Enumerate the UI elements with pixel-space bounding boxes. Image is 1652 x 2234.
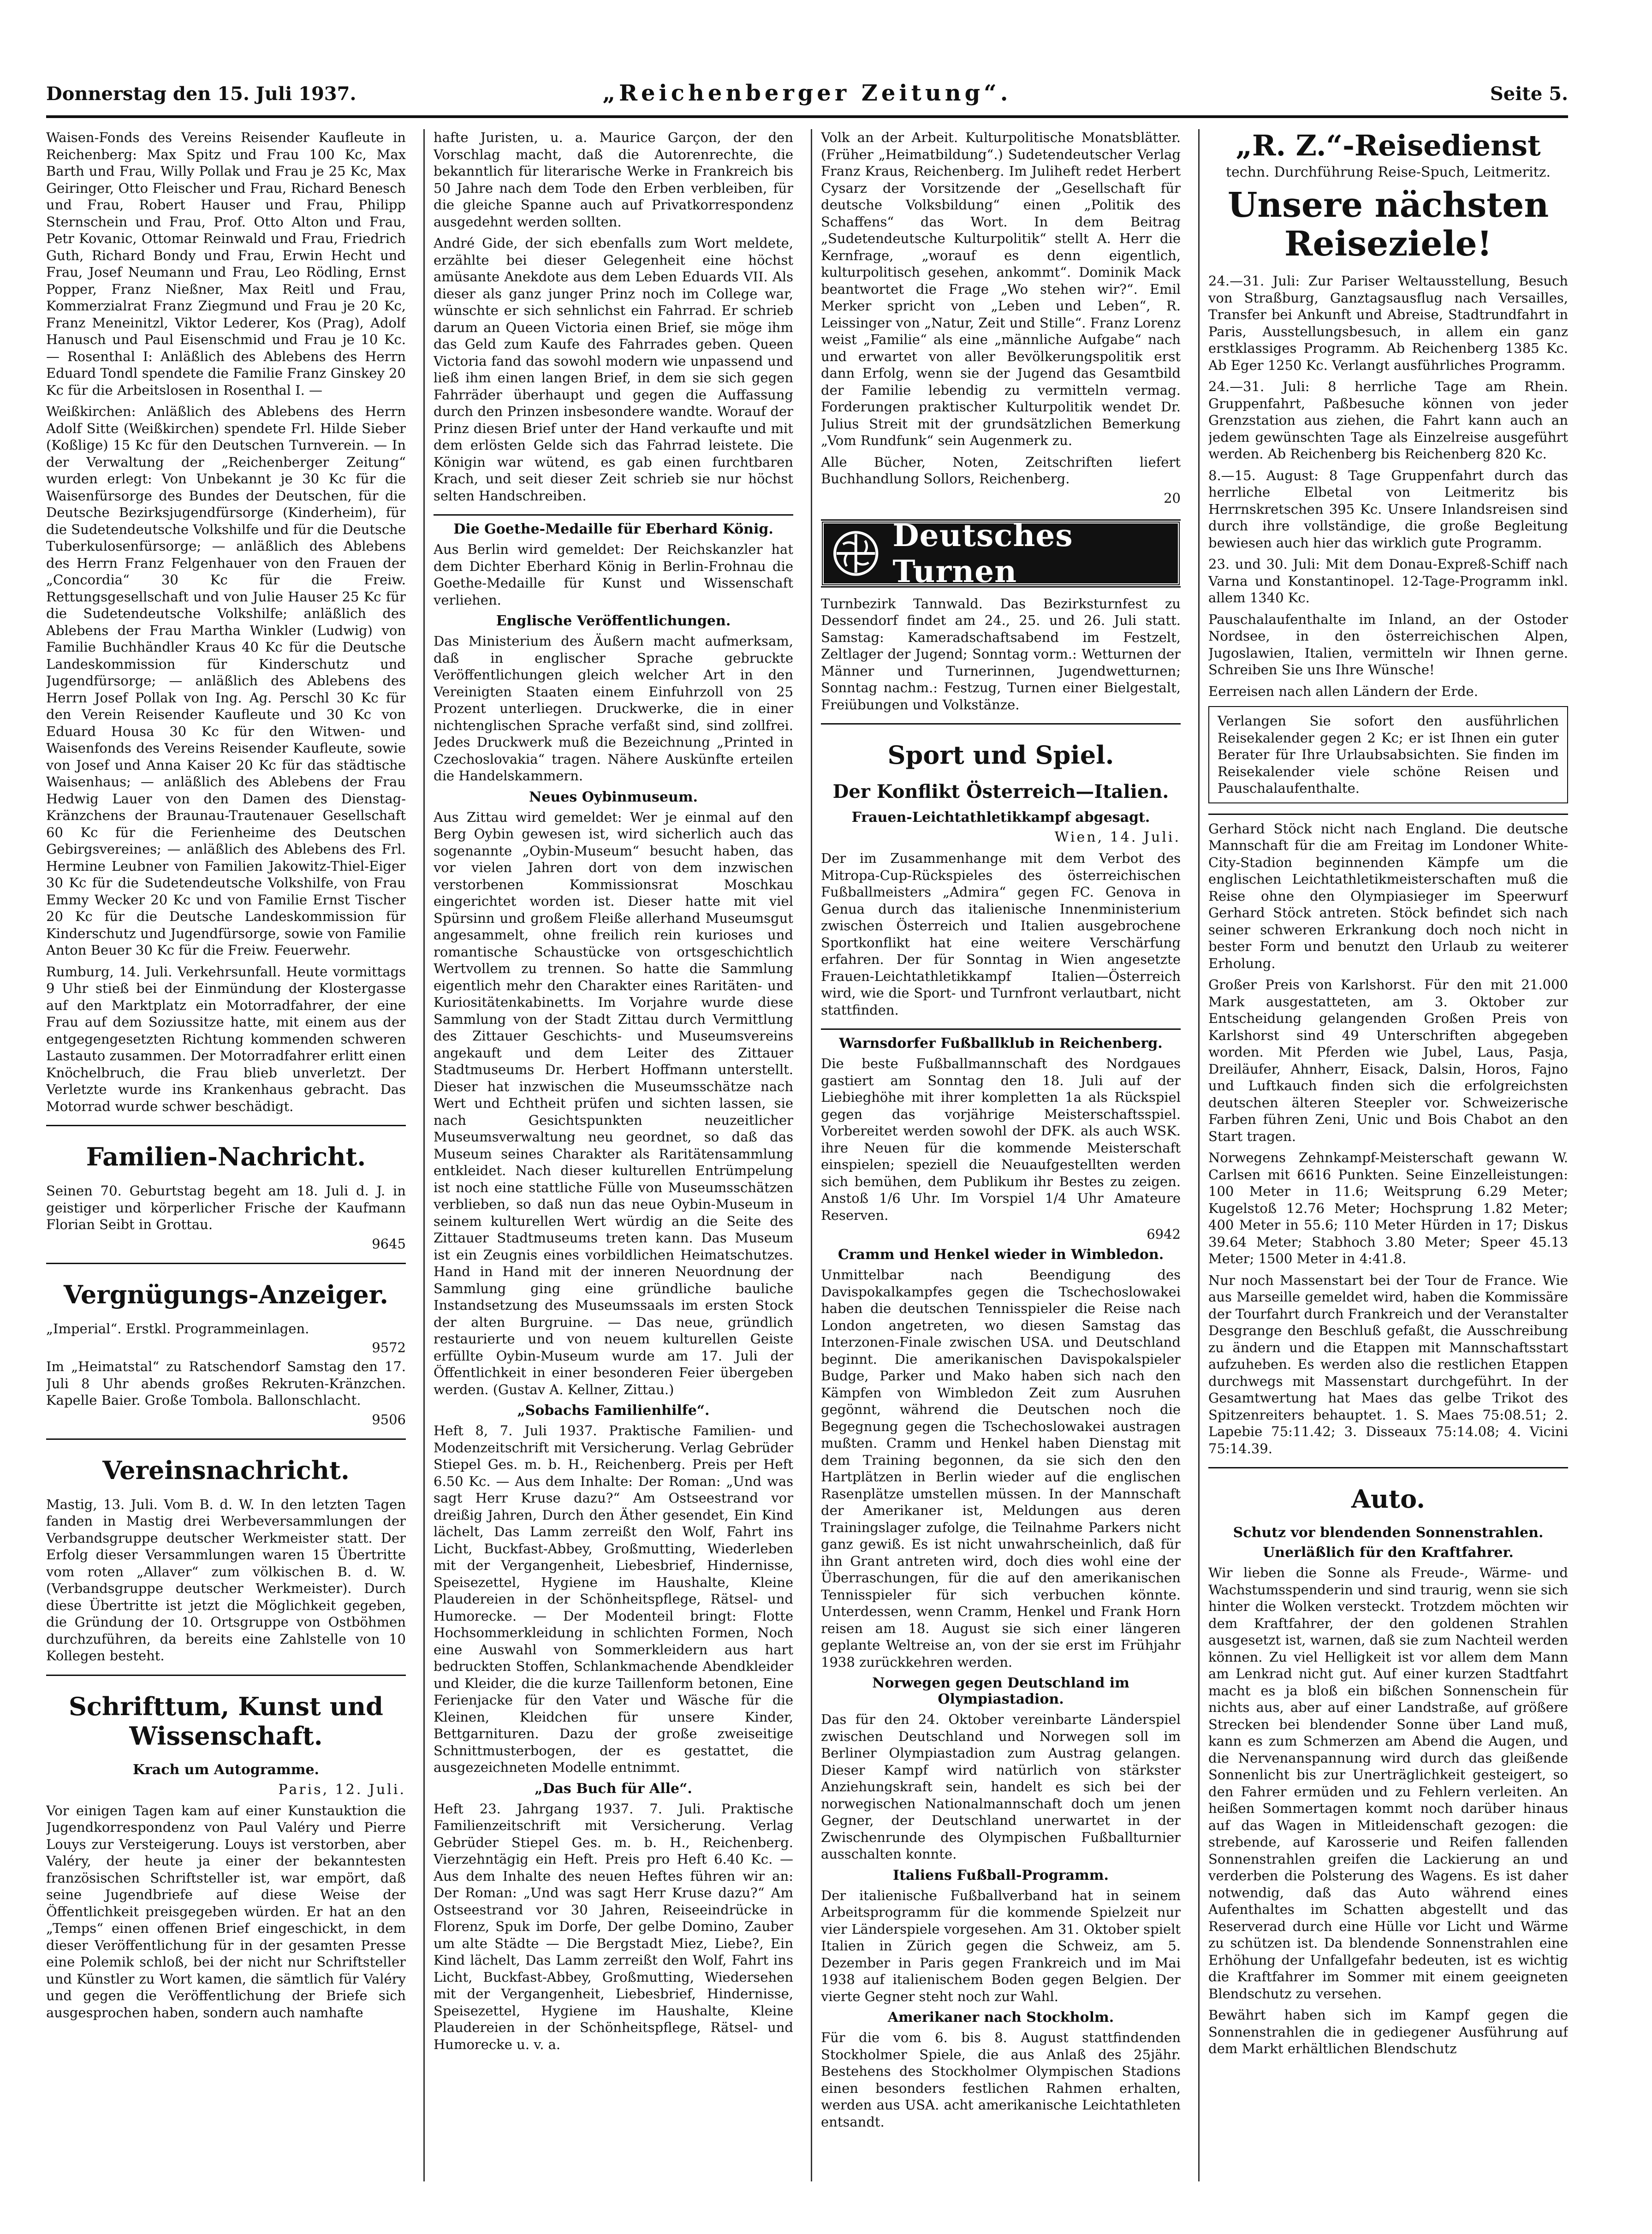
section-divider (434, 514, 793, 516)
ad-number-line (46, 1411, 406, 1428)
travel-item: 24.—31. Juli: Zur Pariser Weltausstellung, Besuch von Straßburg, Ganztagsausflug nach Versailles, Transfer bei Ankunft und Abreise, Stadtrundfahrt in Paris, Ausstellungsbesuch, in allem ein ganz erstklassiges Programm. Ab Reichenberg 1385 Kc. Ab Eger 1250 Kc. Verlangt ausführliches Programm. (1208, 273, 1568, 373)
travel-item: Pauschalaufenthalte im Inland, an der Ostoder Nordsee, in den österreichischen Alpen, Jugoslawien, Italien, vermitteln wir Ihnen gerne. Schreiben Sie uns Ihre Wünsche! (1208, 611, 1568, 677)
section-heading: Sport und Spiel. (887, 740, 1114, 770)
article-text: Großer Preis von Karlshorst. Für den mit 21.000 Mark ausgestatteten, am 3. Oktober zur Entscheidung gelangenden Großen Preis von Karlshorst sind 49 Unterschriften abgegeben worden. Mit Pferden wie Jubel, Laus, Pasja, Dreiläufer, Ahnherr, Eisack, Dalsin, Horos, Fajno und Luftkauch finden sich die erfolgreichsten deutschen älteren Steepler vor. Schweizerische Farben führen Zeni, Unic und Bois Chabot an den Start tragen. (1208, 977, 1568, 1144)
dateline: Wien, 14. Juli. (1054, 829, 1181, 845)
section-divider (46, 1125, 406, 1126)
article-heading: Warnsdorfer Fußballklub in Reichenberg. (839, 1035, 1163, 1052)
section-heading: Auto. (1351, 1484, 1425, 1514)
article-heading: Die Goethe-Medaille für Eberhard König. (453, 521, 773, 537)
travel-item: 24.—31. Juli: 8 herrliche Tage am Rhein. Gruppenfahrt, Paßbesuche können von jeder Grenzstation aus ziehen, die Fahrt kann auch an jedem gewünschten Tage als Einzelreise ausgeführt werden. Ab Reichenberg bis Reichenberg 820 Kc. (1208, 379, 1568, 462)
header-page-number: Seite 5. (1490, 83, 1568, 105)
article-text: „Imperial“. Erstkl. Programmeinlagen. (46, 1320, 309, 1337)
newspaper-page (46, 78, 1568, 2181)
section-divider (46, 1263, 406, 1264)
article-heading: Neues Oybinmuseum. (529, 789, 698, 805)
section-divider (1208, 1467, 1568, 1468)
section-divider (821, 1028, 1181, 1030)
article-text: Heft 23. Jahrgang 1937. 7. Juli. Praktische Familienzeitschrift mit Versicherung. Verlag Gebrüder Stiepel Ges. m. b. H., Reichenberg. Vierzehntägig ein Heft. Preis pro Heft 6.40 Kc. — Aus dem Inhalte des neuen Heftes führen wir an: Der Roman: „Und was sagt Herr Kruse dazu?“ Am Ostseestrand vor 30 Jahren, Reiseeindrücke in Florenz, Spuk im Dorfe, Der gelbe Domino, Zauber um alte Städte — Die Bergstadt Miez, Liebe?, Ein Kind lächelt, Das Lamm zerreißt den Wolf, Fahrt ins Licht, Buckfast-Abbey, Großmutting, Wiedersehen mit der Vergangenheit, Liebesbrief, Hindernisse, Speisezettel, Hygiene im Haushalte, Kleine Plaudereien in der Schönheitspflege, Rätsel- und Humorecke u. v. a. (434, 1800, 793, 2052)
article-heading: Amerikaner nach Stockholm. (887, 2009, 1114, 2026)
ad-number: 9506 (372, 1411, 406, 1427)
article-subheading: Unerläßlich für den Kraftfahrer. (1263, 1545, 1514, 1561)
section-heading: Vereinsnachricht. (102, 1455, 350, 1485)
ad-number: 9572 (372, 1340, 406, 1355)
article-heading: Englische Veröffentlichungen. (496, 613, 731, 629)
column-3 (821, 129, 1181, 2181)
column-2 (434, 129, 793, 2181)
section-divider (46, 1675, 406, 1676)
article-heading: Der Konflikt Österreich—Italien. (832, 781, 1169, 802)
header-title: „Reichenberger Zeitung“. (602, 80, 1012, 106)
article-text: Gerhard Stöck nicht nach England. Die deutsche Mannschaft für die am Freitag im Londoner White-City-Stadion beginnenden Kämpfe um die englischen Leichtathletikmeisterschaften muß die Reise ohne den Olympiasieger im Speerwurf Gerhard Stöck antreten. Stöck befindet sich nach seiner schweren Erkrankung doch noch nicht in bester Form und benutzt den Urlaub zu weiterer Erholung. (1208, 820, 1568, 971)
banner-label: Deutsches Turnen (892, 517, 1073, 589)
column-rule (811, 129, 812, 2181)
article-text: Aus Zittau wird gemeldet: Wer je einmal auf den Berg Oybin gewesen ist, wird sicherlich auch das sogenannte „Oybin-Museum“ besucht haben, das vor vielen Jahren dort von dem inzwischen verstorbenen Kommissionsrat Moschkau eingerichtet worden ist. Dieser hatte mit viel Spürsinn und großem Fleiße allerhand Museumsgut angesammelt, ohne freilich rein kurioses und romantische Schaustücke von ortsgeschichtlich Wertvollem zu trennen. So hatte die Sammlung eigentlich mehr den Charakter eines Raritäten- und Kuriositätenkabinetts. Im Vorjahre wurde diese Sammlung von der Stadt Zittau durch Vermittlung des Zittauer Geschichts- und Museumsvereins angekauft und dem Leiter des Zittauer Stadtmuseums Dr. Herbert Hoffmann unterstellt. Dieser hat inzwischen die Museumsschätze nach Wert und Echtheit prüfen und sichten lassen, sie nach Gesichtspunkten neuzeitlicher Museumsverwaltung neu geordnet, so daß das Museum seines Charakter als Raritätensammlung entkleidet. Nach dieser kulturellen Entrümpelung ist noch eine stattliche Fülle von Museumsschätzen verblieben, so daß nun das neue Oybin-Museum in seinem kulturellen Wert würdig an die Seite des Zittauer Stadtmuseums treten kann. Das Museum ist ein Zeugnis eines vorbildlichen Heimatschutzes. Hand in Hand mit der inneren Neuordnung der Sammlung ging eine gründliche bauliche Instandsetzung des Museumssaals im ersten Stock der alten Burgruine. — Das neue, gründlich restaurierte und von neuem kulturellen Geiste erfüllte Oybin-Museum wurde am 17. Juli der Öffentlichkeit in einer besonderen Feier übergeben werden. (Gustav A. Kellner, Zittau.) (434, 809, 793, 1397)
article-heading: „Sobachs Familienhilfe“. (517, 1402, 710, 1419)
ad-number-line (46, 1339, 406, 1356)
article-text: Der italienische Fußballverband hat in seinem Arbeitsprogramm für die kommende Spielzeit nur vier Länderspiele vorgesehen. Am 31. Oktober spielt Italien in Zürich gegen die Schweiz, am 5. Dezember in Paris gegen Frankreich und im Mai 1938 auf italienischem Boden gegen Belgien. Der vierte Gegner steht noch zur Wahl. (821, 1887, 1181, 2004)
ad-number: 20 (1164, 490, 1181, 506)
article-text: hafte Juristen, u. a. Maurice Garçon, der den Vorschlag macht, daß die Autorenrechte, die bekanntlich für literarische Werke in Frankreich bis 50 Jahre nach dem Tode den Erben verbleiben, für die gleiche Spanne auch auf Privatkorrespondenz ausgedehnt werden sollten. (434, 130, 793, 230)
article-subheading: Krach um Autogramme. (132, 1761, 320, 1778)
travel-item: 23. und 30. Juli: Mit dem Donau-Expreß-Schiff nach Varna und Konstantinopel. 12-Tage-Programm inkl. allem 1340 Kc. (1208, 556, 1568, 606)
travel-destinations-heading: Unsere nächsten Reiseziele! (1227, 185, 1549, 264)
article-text: Für die vom 6. bis 8. August stattfindenden Stockholmer Spiele, die aus Anlaß des 25jähr. Bestehens des Stockholmer Olympischen Stadions einen besonders festlichen Rahmen erhalten, werden aus USA. acht amerikanische Leichtathleten entsandt. (821, 2030, 1181, 2130)
article-text: Turnbezirk Tannwald. Das Bezirksturnfest zu Dessendorf findet am 24., 25. und 26. Juli statt. Samstag: Kameradschaftsabend im Festzelt, Zeltlager der Jugend; Sonntag vorm.: Wetturnen der Männer und Turnerinnen, Jugendwetturnen; Sonntag nachm.: Festzug, Turnen einer Bielgestalt, Freiübungen und Volkstänze. (821, 595, 1181, 713)
article-text: Das Ministerium des Äußern macht aufmerksam, daß in englischer Sprache gebruckte Veröffentlichungen gleich welcher Art in den Vereinigten Staaten einem Einfuhrzoll von 25 Prozent unterliegen. Druckwerke, die in einer nichtenglischen Sprache verfaßt sind, sind zollfrei. Jedes Druckwerk muß die Bezeichnung „Printed in Czechoslovakia“ tragen. Nähere Auskünfte erteilen die Handelskammern. (434, 633, 793, 784)
column-1 (46, 129, 406, 2181)
column-4 (1208, 129, 1568, 2181)
article-text: Wir lieben die Sonne als Freude-, Wärme- und Wachstumsspenderin und sind traurig, wenn sie sich hinter die Wolken versteckt. Trotzdem möchten wir dem Kraftfahrer, der den goldenen Strahlen ausgesetzt ist, warnen, daß sie zum Nachteil werden können. Zu viel Helligkeit ist vor allem dem Mann am Lenkrad nicht gut. Auf einer kurzen Stadtfahrt macht es ja bloß ein bißchen Sonnenschein für nichts aus, aber auf einer Landstraße, auf größere Strecken bei blendender Sonne über Land muß, kann es zum Schmerzen am Abend die Augen, und die Nervenanspannung wird durch das gleißende Sonnenlicht bis zur Unerträglichkeit gesteigert, so den Fahrer ermüden und zu Fehlern verleiten. An heißen Sommertagen kommt noch darüber hinaus auf das Wagen in Mitleidenschaft gezogen: die strebende, auf Karosserie und Reifen fallenden Sonnenstrahlen greifen die Lackierung an und verderben die Polsterung des Wagens. Es ist daher notwendig, daß das Auto während eines Aufenthaltes im Schatten abgestellt und das Reserverad durch eine Hülle vor Licht und Wärme zu schützen ist. Da blendende Sonnenstrahlen eine Erhöhung der Unfallgefahr bedeuten, ist es wichtig die Kraftfahrer im Sommer mit einem geeigneten Blendschutz zu versehen. (1208, 1565, 1568, 2002)
travel-calendar-box: Verlangen Sie sofort den ausführlichen Reisekalender gegen 2 Kc; er ist Ihnen ein guter Berater für Ihre Urlaubsabsichten. Sie finden im Reisekalender viele schöne Reisen und Pauschalaufenthalte. (1208, 706, 1568, 803)
article-text: Waisen-Fonds des Vereins Reisender Kaufleute in Reichenberg: Max Spitz und Frau 100 Kc, Max Barth und Frau, Willy Pollak und Frau je 25 Kc, Max Geiringer, Otto Fleischer und Frau, Richard Benesch und Frau, Robert Hauser und Frau, Philipp Sternschein und Frau, Prof. Otto Alton und Frau, Petr Kovanic, Ottomar Reinwald und Frau, Friedrich Guth, Richard Bondy und Frau, Erwin Hecht und Frau, Josef Neumann und Frau, Leo Rödling, Ernst Popper, Franz Nießner, Max Reitl und Frau, Kommerzialrat Franz Ziegmund und Frau je 20 Kc, Franz Meneinitzl, Viktor Lederer, Kos (Prag), Adolf Hanusch und Paul Eisenschmid und Frau je 10 Kc. — Rosenthal I: Anläßlich des Ablebens des Herrn Eduard Tondl spendete die Familie Franz Ginskey 20 Kc für die Arbeitslosen in Rosenthal I. — (46, 130, 406, 398)
article-text: Unmittelbar nach Beendigung des Davispokalkampfes gegen die Tschechoslowakei haben die deutschen Tennisspieler die Reise nach London angetreten, wo diesen Samstag das Interzonen-Finale zwischen USA. und Deutschland beginnt. Die amerikanischen Davispokalspieler Budge, Parker und Mako haben sich nach den Kämpfen von Wimbledon Zeit zum Ausruhen gegönnt, während die Deutschen noch die Begegnung gegen die Tschechoslowakei austragen mußten. Cramm und Henkel haben Dienstag mit dem Training begonnen, da sie sich den den Hartplätzen in Berlin wieder auf die englischen Rasenplätze umstellen müssen. In der Mannschaft der Amerikaner ist, Meldungen aus deren Trainingslager zufolge, die Teilnahme Parkers nicht ganz gewiß. Es ist nicht unwahrscheinlich, daß für ihn Grant antreten wird, doch dies wohl eine der Überraschungen, für die auf den amerikanischen Tennisspieler für sich verbuchen könnte. Unterdessen, wenn Cramm, Henkel und Frank Horn reisen am 18. August sie sich einer längeren geplante Weltreise an, von der sie erst im Frühjahr 1938 zurückkehren werden. (821, 1267, 1181, 1670)
bookshop-ad: Alle Bücher, Noten, Zeitschriften liefert Buchhandlung Sollors, Reichenberg. (821, 454, 1181, 487)
article-text: André Gide, der sich ebenfalls zum Wort meldete, erzählte bei dieser Gelegenheit eine höchst amüsante Anekdote aus dem Leben Eduards VII. Als dieser als ganz junger Prinz noch im College war, wünschte er sich sehnlichst ein Fahrrad. Er schrieb darum an Queen Victoria einen Brief, sie möge ihm das Geld zum Kaufe des Fahrrades geben. Queen Victoria fand das sowohl modern wie unpassend und ließ ihm einen langen Brief, in dem sie sich gegen Fahrräder überhaupt und gegen die Auffassung durch den Prinzen insbesondere wandte. Worauf der Prinz diesen Brief unter der Hand verkaufte und mit dem erlösten Gelde sich das Fahrrad leistete. Die Königin war wütend, es gab einen furchtbaren Krach, und seit dieser Zeit schrieb sie nur höchst selten Handschreiben. (434, 235, 793, 504)
travel-service-title: „R. Z.“-Reisedienst (1236, 129, 1541, 162)
section-heading: Familien-Nachricht. (86, 1142, 366, 1171)
section-divider (821, 723, 1181, 725)
section-divider (46, 1438, 406, 1440)
ad-number: 6942 (1147, 1226, 1181, 1242)
article-heading: Norwegen gegen Deutschland im Olympiastadion. (872, 1675, 1129, 1707)
article-text: Der im Zusammenhange mit dem Verbot des Mitropa-Cup-Rückspieles des österreichischen Fußballmeisters „Admira“ gegen FC. Genova in Genua durch das italienische Innenministerium zwischen Österreich und Italien ausgebrochene Sportkonflikt hat eine weitere Verschärfung erfahren. Der für Sonntag in Wien angesetzte Frauen-Leichtathletikkampf Italien—Österreich wird, wie die Sport- und Turnfront verlautbart, nicht stattfinden. (821, 850, 1181, 1018)
section-divider (1208, 814, 1568, 815)
travel-item: Eerreisen nach allen Ländern der Erde. (1208, 683, 1478, 699)
page-header (46, 78, 1568, 118)
article-text: Weißkirchen: Anläßlich des Ablebens des Herrn Adolf Sitte (Weißkirchen) spendete Frl. Hilde Sieber (Koßlige) 15 Kc für den Deutschen Turnverein. — In der Verwaltung der „Reichenberger Zeitung“ wurden erlegt: Von Unbekannt je 30 Kc für die Waisenfürsorge des Bundes der Deutschen, für die Deutsche Bezirksjugendfürsorge (Kinderheim), für die Sudetendeutsche Volkshilfe und für die Deutsche Tuberkulosenfürsorge; — anläßlich des Ablebens des Herrn Franz Felgenhauer von den Frauen der „Concordia“ 30 Kc für die Freiw. Rettungsgesellschaft und von Julie Hauser 25 Kc für die Sudetendeutsche Volkshilfe; anläßlich des Ablebens der Frau Martha Winkler (Ludwig) von Familie Buchhändler Kraus 40 Kc für die Deutsche Landeskommission für Kinderschutz und Jugendfürsorge; — anläßlich des Ablebens des Herrn Josef Pollak von Ing. Ag. Perschl 30 Kc für den Verein Reisender Kaufleute und 30 Kc von Eduard Housa 30 Kc für den Witwen- und Waisenfonds des Vereins Reisender Kaufleute, sowie von Josef und Anna Kaiser 20 Kc für das städtische Waisenhaus; — anläßlich des Ablebens der Frau Hedwig Lauer von den Damen des Dienstag-Kränzchens der Braunau-Trautenauer Gesellschaft 60 Kc für die Ferienheime des Deutschen Gebirgsvereines; — anläßlich des Ablebens des Frl. Hermine Leubner von Familien Jakowitz-Thiel-Eiger 30 Kc für die Sudetendeutsche Volkshilfe, von Frau Emmy Wecker 20 Kc und von Familie Ernst Tischer 20 Kc für die Deutsche Landeskommission für Kinderschutz und Jugendfürsorge, sowie von Familie Anton Beuer 30 Kc für die Freiw. Feuerwehr. (46, 404, 406, 958)
ad-number: 9645 (372, 1236, 406, 1252)
travel-service-subtitle: techn. Durchführung Reise-Spuch, Leitmeritz. (1226, 164, 1551, 180)
article-text: Das für den 24. Oktober vereinbarte Länderspiel zwischen Deutschland und Norwegen soll im Berliner Olympiastadion zum Austrag gelangen. Dieser Kampf wird natürlich von stärkster Anziehungskraft sein, handelt es sich bei der norwegischen Nationalmannschaft doch um jenen Gegner, der Deutschland unerwartet in der Zwischenrunde des Olympischen Fußballturnier ausschalten konnte. (821, 1711, 1181, 1862)
article-text: Mastig, 13. Juli. Vom B. d. W. In den letzten Tagen fanden in Mastig drei Werbeversammlungen der Verbandsgruppe deutscher Werkmeister statt. Der Erfolg dieser Versammlungen waren 15 Übertritte vom roten „Allaver“ zum völkischen B. d. W. (Verbandsgruppe deutscher Werkmeister). Durch diese Übertritte ist jetzt die Möglichkeit gegeben, die Gründung der 10. Ortsgruppe von Ostböhmen durchzuführen, da bereits eine Zahlstelle von 10 Kollegen besteht. (46, 1496, 406, 1664)
travel-item: 8.—15. August: 8 Tage Gruppenfahrt durch das herrliche Elbetal von Leitmeritz bis Herrnskretschen 395 Kc. Unsere Inlandsreisen sind durch ihre vollständige, die große Begleitung bewiesen auch hier das wirklich gute Programm. (1208, 467, 1568, 551)
article-text: Norwegens Zehnkampf-Meisterschaft gewann W. Carlsen mit 6616 Punkten. Seine Einzelleistungen: 100 Meter in 11.6; Weitsprung 6.29 Meter; Kugelstoß 12.76 Meter; Hochsprung 1.82 Meter; 400 Meter in 55.6; 110 Meter Hürden in 17; Diskus 39.64 Meter; Stabhoch 3.80 Meter; Speer 45.13 Meter; 1500 Meter in 4:41.8. (1208, 1150, 1568, 1266)
article-heading: Italiens Fußball-Programm. (893, 1867, 1109, 1883)
header-date: Donnerstag den 15. Juli 1937. (46, 83, 357, 105)
article-heading: „Das Buch für Alle“. (535, 1780, 692, 1797)
article-text: Die beste Fußballmannschaft des Nordgaues gastiert am Sonntag den 18. Juli auf der Liebieghöhe mit ihrer kompletten 1a als Rückspiel gegen das vorjährige Meisterschaftsspiel. Vorbereitet werden sowohl der DFK. als auch WSK. ihre Neuen für die kommende Meisterschaft einspielen; speziell die Neuaufgestellten werden sich bemühen, dem Publikum ihr Bestes zu zeigen. Anstoß 1/6 Uhr. Im Vorspiel 1/4 Uhr Amateure Reserven. (821, 1056, 1181, 1223)
article-text: Volk an der Arbeit. Kulturpolitische Monatsblätter. (Früher „Heimatbildung“.) Sudetendeutscher Verlag Franz Kraus, Reichenberg. Im Juliheft redet Herbert Cysarz der Vorsitzende der „Gesellschaft für deutsche Volksbildung“ einen „Politik des Schaffens“ das Wort. In dem Beitrag „Sudetendeutsche Kulturpolitik“ stellt A. Herr die Kernfrage, „worauf es denn eigentlich, kulturpolitisch gesehen, ankommt“. Dominik Mack beantwortet die Frage „Wo stehen wir?“. Emil Merker spricht von „Leben und Leben“, R. Leissinger von „Natur, Zeit und Stille“. Franz Lorenz weist „Familie“ als eine „männliche Aufgabe“ nach und erwartet von aller Bevölkerungspolitik erst dann Erfolg, wenn sie der Jugend das Gesamtbild der Familie lebendig zu vermitteln vermag. Forderungen praktischer Kulturpolitik wendet Dr. Julius Streit mit der grundsätzlichen Bemerkung „Vom Rundfunk“ sein Augenmerk zu. (821, 130, 1181, 448)
article-text: Im „Heimatstal“ zu Ratschendorf Samstag den 17. Juli 8 Uhr abends großes Rekruten-Kränzchen. Kapelle Baier. Große Tombola. Ballonschlacht. (46, 1359, 406, 1408)
ad-number-line (821, 489, 1181, 507)
section-heading: Vergnügungs-Anzeiger. (64, 1279, 388, 1309)
article-subheading: Frauen-Leichtathletikkampf abgesagt. (851, 809, 1150, 826)
article-text: Vor einigen Tagen kam auf einer Kunstauktion die Jugendkorrespondenz von Paul Valéry und Pierre Louys zur Versteigerung. Louys ist verstorben, aber Valéry, der heute ja einer der bekanntesten französischen Schriftsteller ist, war empört, daß seine Jugendbriefe auf diese Weise der Öffentlichkeit preisgegeben würden. Er hat an den „Temps“ einen offenen Brief eingeschickt, in dem dieser Veröffentlichung für in der gesamten Presse eine Polemik schloß, bei der nicht nur Schriftsteller und Künstler zu Wort kamen, die sämtlich für Valéry und gegen die Veröffentlichung der Briefe sich ausgesprochen haben, sondern auch namhafte (46, 1802, 406, 2020)
ad-number-line (821, 1225, 1181, 1243)
dateline: Paris, 12. Juli. (278, 1781, 406, 1798)
column-rule (1198, 129, 1200, 2181)
column-rule (423, 129, 425, 2181)
deutsches-turnen-banner (821, 517, 1181, 589)
ad-number-line (46, 1235, 406, 1253)
article-text: Aus Berlin wird gemeldet: Der Reichskanzler hat dem Dichter Eberhard König in Berlin-Frohnau die Goethe-Medaille für Kunst und Wissenschaft verliehen. (434, 541, 793, 608)
turner-cross-icon (833, 528, 879, 579)
article-text: Bewährt haben sich im Kampf gegen die Sonnenstrahlen die in gediegener Ausführung auf dem Markt erhältlichen Blendschutz (1208, 2007, 1568, 2056)
article-text: Seinen 70. Geburtstag begeht am 18. Juli d. J. in geistiger und körperlicher Frische der Kaufmann Florian Seibt in Grottau. (46, 1183, 406, 1232)
article-text: Nur noch Massenstart bei der Tour de France. Wie aus Marseille gemeldet wird, haben die Kommissäre der Tourfahrt durch Frankreich und der Veranstalter Desgrange den Beschluß gefaßt, die Ausschreibung zu ändern und die Etappen mit Mannschaftsstart aufzuheben. Es werden also die restlichen Etappen durchwegs mit Massenstart durchgeführt. In der Gesamtwertung hat Maes das gelbe Trikot des Spitzenreiters behauptet. 1. S. Maes 75:08.51; 2. Lapebie 75:11.42; 3. Disseaux 75:14.08; 4. Vicini 75:14.39. (1208, 1272, 1568, 1456)
section-heading: Schrifttum, Kunst und Wissenschaft. (69, 1691, 383, 1751)
article-heading: Schutz vor blendenden Sonnenstrahlen. (1233, 1525, 1544, 1541)
article-text: Rumburg, 14. Juli. Verkehrsunfall. Heute vormittags 9 Uhr stieß bei der Einmündung der Klostergasse auf den Marktplatz ein Motorradfahrer, der eine Frau auf dem Soziussitze hatte, mit einem aus der entgegengesetzten Richtung kommenden schweren Lastauto zusammen. Der Motorradfahrer erlitt einen Knöchelbruch, die Frau blieb unverletzt. Der Verletzte wurde ins Krankenhaus gebracht. Das Motorrad wurde schwer beschädigt. (46, 963, 406, 1114)
article-heading: Cramm und Henkel wieder in Wimbledon. (838, 1247, 1164, 1263)
article-text: Heft 8, 7. Juli 1937. Praktische Familien- und Modenzeitschrift mit Versicherung. Verlag Gebrüder Stiepel Ges. m. b. H., Reichenberg. Preis per Heft 6.50 Kc. — Aus dem Inhalte: Der Roman: „Und was sagt Herr Kruse dazu?“ Am Ostseestrand vor dreißig Jahren, Durch den Äther gesendet, Ein Kind lächelt, Das Lamm zerreißt den Wolf, Fahrt ins Licht, Buckfast-Abbey, Großmutting, Wiederleben mit der Vergangenheit, Liebesbrief, Hindernisse, Speisezettel, Hygiene im Haushalte, Kleine Plaudereien in der Schönheitspflege, Rätsel- und Humorecke. — Der Modenteil bringt: Flotte Hochsommerkleidung in schlichten Formen, Noch eine Auswahl von Sommerkleidern aus hart bedruckten Stoffen, Schlankmachende Abendkleider und Kleider, die die kurze Taillenform betonen, Eine Ferienjacke für den Vater und Wäsche für die Kleinen, Kleidchen für unsere Kinder, Bettgarnituren. Dazu der große zweiseitige Schnittmusterbogen, der es gestattet, die ausgezeichneten Modelle entnimmt. (434, 1423, 793, 1775)
